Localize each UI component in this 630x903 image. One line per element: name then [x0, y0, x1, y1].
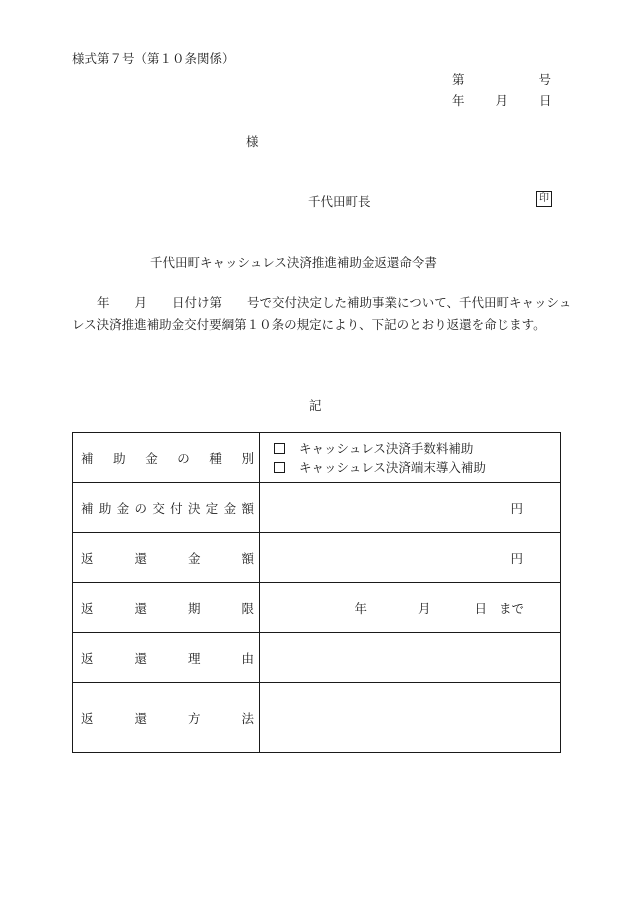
decision-amount-label-cell: [73, 483, 260, 533]
label-char: 助: [98, 500, 112, 516]
method-label-cell: [73, 683, 260, 753]
number-prefix: 第: [452, 72, 465, 87]
label-char: 法: [241, 710, 254, 726]
table-row: [73, 583, 561, 633]
label-char: 返: [81, 550, 94, 566]
table-row: [73, 683, 561, 753]
checkbox-icon[interactable]: [274, 443, 285, 454]
seal-mark: 印: [536, 191, 552, 207]
checkbox-icon[interactable]: [274, 462, 285, 473]
label-char: 還: [134, 650, 147, 666]
label-char: の: [177, 450, 190, 466]
number-suffix: 号: [538, 72, 552, 87]
body-paragraph: 年 月 日付け第 号で交付決定した補助事業について、千代田町キャッシュレス決済推進補助金交付要綱第１０条の規定により、下記のとおり返還を命じます。: [72, 295, 572, 332]
grant-type-option[interactable]: [274, 439, 560, 458]
method-label: [81, 709, 254, 727]
method-value[interactable]: [260, 683, 561, 753]
label-char: 理: [187, 650, 201, 666]
label-char: 金: [116, 500, 130, 516]
deadline-day: 日: [474, 600, 487, 616]
decision-amount-label: [81, 499, 254, 517]
label-char: 返: [81, 650, 94, 666]
label-char: 交: [152, 500, 165, 516]
grant-type-label: [81, 449, 254, 467]
grant-type-options-cell: [260, 433, 561, 483]
grant-type-option-label: キャッシュレス決済手数料補助: [299, 440, 474, 456]
grant-type-option-label: キャッシュレス決済端末導入補助: [299, 459, 486, 475]
label-char: 助: [113, 450, 126, 466]
label-char: 期: [187, 600, 201, 616]
table-row: [73, 483, 561, 533]
label-char: 還: [134, 710, 147, 726]
return-amount-unit: 円: [510, 550, 523, 566]
document-date-line: [452, 91, 552, 109]
grant-return-table: [72, 432, 561, 753]
deadline-month: 月: [417, 600, 431, 616]
table-row: [73, 533, 561, 583]
label-char: 返: [81, 600, 94, 616]
table-row: [73, 433, 561, 483]
label-char: 方: [187, 710, 201, 726]
deadline-label-cell: [73, 583, 260, 633]
label-char: 金: [187, 550, 201, 566]
decision-amount-unit: 円: [510, 500, 523, 516]
date-month: 月: [495, 93, 509, 108]
decision-amount-value[interactable]: [260, 483, 561, 533]
deadline-suffix: まで: [498, 600, 524, 616]
document-title: 千代田町キャッシュレス決済推進補助金返還命令書: [150, 255, 437, 270]
form-number: 様式第７号（第１０条関係）: [72, 51, 235, 66]
addressee-honorific: 様: [246, 134, 259, 149]
deadline-value[interactable]: [260, 583, 561, 633]
label-char: 金: [145, 450, 158, 466]
date-day: 日: [539, 93, 552, 108]
reason-value[interactable]: [260, 633, 561, 683]
label-char: 還: [134, 600, 147, 616]
return-amount-value[interactable]: [260, 533, 561, 583]
label-char: 補: [81, 450, 94, 466]
table-row: [73, 633, 561, 683]
label-char: の: [134, 500, 147, 516]
label-char: 種: [209, 450, 222, 466]
label-char: 由: [241, 650, 254, 666]
grant-type-option[interactable]: [274, 458, 560, 477]
document-number-line: [452, 70, 551, 88]
label-char: 額: [241, 500, 254, 516]
return-amount-label: [81, 549, 254, 567]
label-char: 額: [241, 550, 254, 566]
reason-label: [81, 649, 254, 667]
label-char: 付: [170, 500, 183, 516]
label-char: 還: [134, 550, 147, 566]
label-char: 定: [205, 500, 219, 516]
grant-type-label-cell: [73, 433, 260, 483]
deadline-year: 年: [354, 600, 367, 616]
return-amount-label-cell: [73, 533, 260, 583]
ki-heading: 記: [309, 398, 322, 413]
label-char: 別: [241, 450, 254, 466]
label-char: 金: [223, 500, 237, 516]
label-char: 決: [187, 500, 201, 516]
issuer-name: 千代田町長: [308, 194, 371, 209]
deadline-label: [81, 599, 254, 617]
label-char: 限: [241, 600, 254, 616]
reason-label-cell: [73, 633, 260, 683]
date-year: 年: [452, 93, 465, 108]
label-char: 返: [81, 710, 94, 726]
label-char: 補: [81, 500, 94, 516]
